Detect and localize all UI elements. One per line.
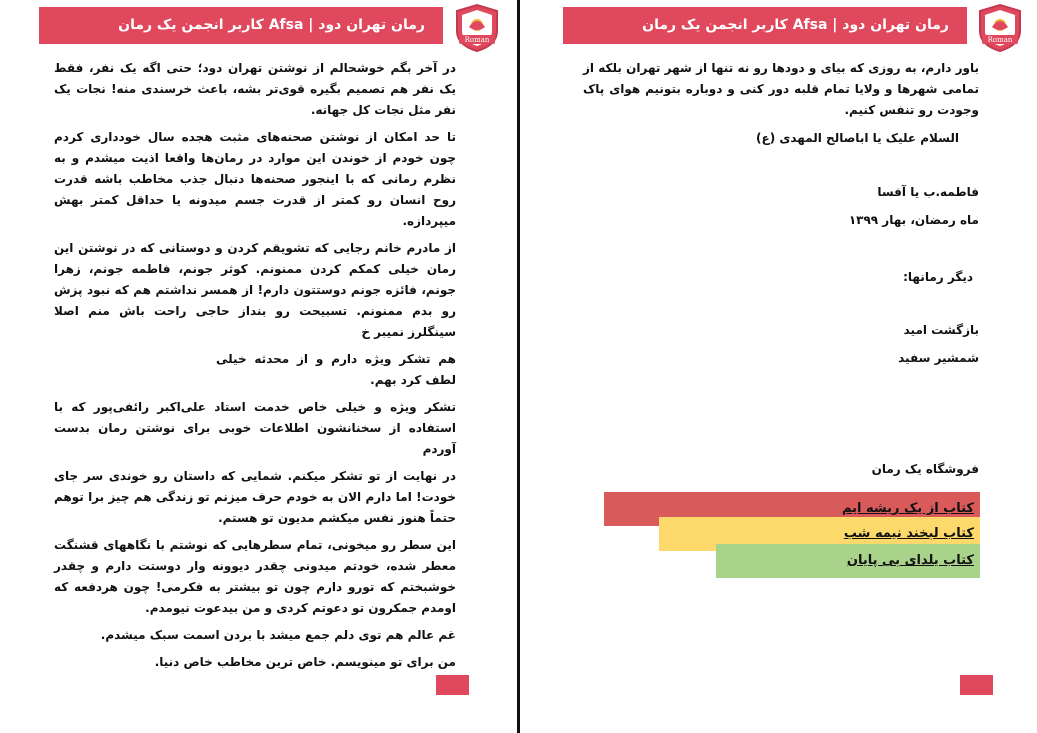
right-intro-text [583, 58, 979, 127]
paragraph: در آخر بگم خوشحالم از نوشتن تهران دود؛ حتی اگه یک نفر، فقط یک نفر هم تصمیم بگیره قوی‌تر بشه، باعث خرسندی منه! نجات یک نفر مثل نجات کل جهانه. [54, 61, 456, 117]
header-title: رمان تهران دود | Afsa کاربر انجمن یک رمان [118, 17, 425, 33]
page-left [0, 0, 518, 733]
paragraph: از مادرم خانم رجایی که تشویقم کردن و دوستانی که در نوشتن این رمان خیلی کمکم کردن ممنونم. کوثر جونم، فاطمه جونم، زهرا جونم، فائزه جونم دوستتون دارم! از همسر نداشتم هم که نبود پزش رو بدم ممنونم. تسبیحت رو بنداز حاجی راحت باش منم اصلا سینگلرز نمیبر خ [54, 241, 456, 339]
author-name: فاطمه.ب یا آفسا [877, 185, 979, 199]
shop-button-1[interactable]: کتاب از یک ریشه ایم [604, 492, 980, 526]
paragraph: این سطر رو میخونی، تمام سطرهایی که نوشتم با نگاههای قشنگت معطر شده، خودتم میدونی چقدر دیوونه وار دوستت دارم و چقدر خوشبختم که تورو دارم چون تو بیشتر به فکرمی! چون هردفعه که اومدم جمکرون تو دعوتم کردی و من بیدعوت نیومدم. [54, 538, 456, 615]
page-marker [960, 675, 993, 695]
paragraph: تا حد امکان از نوشتن صحنه‌های مثبت هجده سال خودداری کردم چون خودم از خوندن این موارد در رمان‌ها واقعا اذیت میشدم و به نظرم رمانی که با اینجور صحنه‌ها دنبال جذب مخاطب باشه قدرت روح انسان رو کمتر از قدرت جسم میدونه یا حداقل کمتر بهش میپردازه. [54, 130, 456, 228]
paragraph: من برای تو مینویسم. خاص ترین مخاطب خاص دنیا. [154, 655, 456, 669]
paragraph: در نهایت از تو تشکر میکنم. شمایی که داستان رو خوندی سر جای خودت! اما دارم الان به خودم حرف میزنم تو زندگی هم چیز برا توهم حتماً هنوز نفس میکشم مدیون تو هستم. [54, 469, 456, 525]
novel-link[interactable]: شمشیر سفید [898, 351, 979, 365]
date-line: ماه رمضان، بهار ۱۳۹۹ [848, 213, 979, 227]
shop-button-2[interactable]: کتاب لبخند نیمه شب [659, 517, 980, 551]
novel-link[interactable]: بازگشت امید [903, 323, 979, 337]
paragraph: هم تشکر ویژه دارم و از محدثه خیلی لطف کرد بهم. [216, 352, 456, 387]
paragraph: غم عالم هم توی دلم جمع میشد با بردن اسمت سبک میشدم. [100, 628, 456, 642]
page-right [521, 0, 1037, 733]
salam-line: السلام علیک یا اباصالح المهدی (ع) [756, 131, 959, 145]
left-body-text [54, 58, 456, 679]
shop-title: فروشگاه یک رمان [871, 462, 979, 476]
roman-logo-icon [974, 3, 1026, 53]
svg-text:Roman: Roman [987, 36, 1013, 44]
page-header [39, 7, 443, 44]
header-title: رمان تهران دود | Afsa کاربر انجمن یک رمان [642, 17, 949, 33]
roman-logo-icon [451, 3, 503, 53]
page-divider [517, 0, 520, 733]
page-header [563, 7, 967, 44]
paragraph: تشکر ویژه و خیلی خاص خدمت استاد علی‌اکبر رائفی‌پور که با استفاده از سخنانشون اطلاعات خوبی برای نوشتن رمان بدست آوردم [54, 400, 456, 456]
page-marker [436, 675, 469, 695]
svg-text:Roman: Roman [464, 36, 490, 44]
shop-button-3[interactable]: کتاب یلدای بی پایان [716, 544, 980, 578]
intro-paragraph: باور دارم، به روزی که بیای و دودها رو نه تنها از شهر تهران بلکه از تمامی شهرها و ولایا تمام قلبه دور کنی و دوباره بتونیم هوای پاک وجودت رو تنفس کنیم. [583, 61, 979, 117]
other-novels-title: دیگر رمانها: [903, 270, 973, 284]
